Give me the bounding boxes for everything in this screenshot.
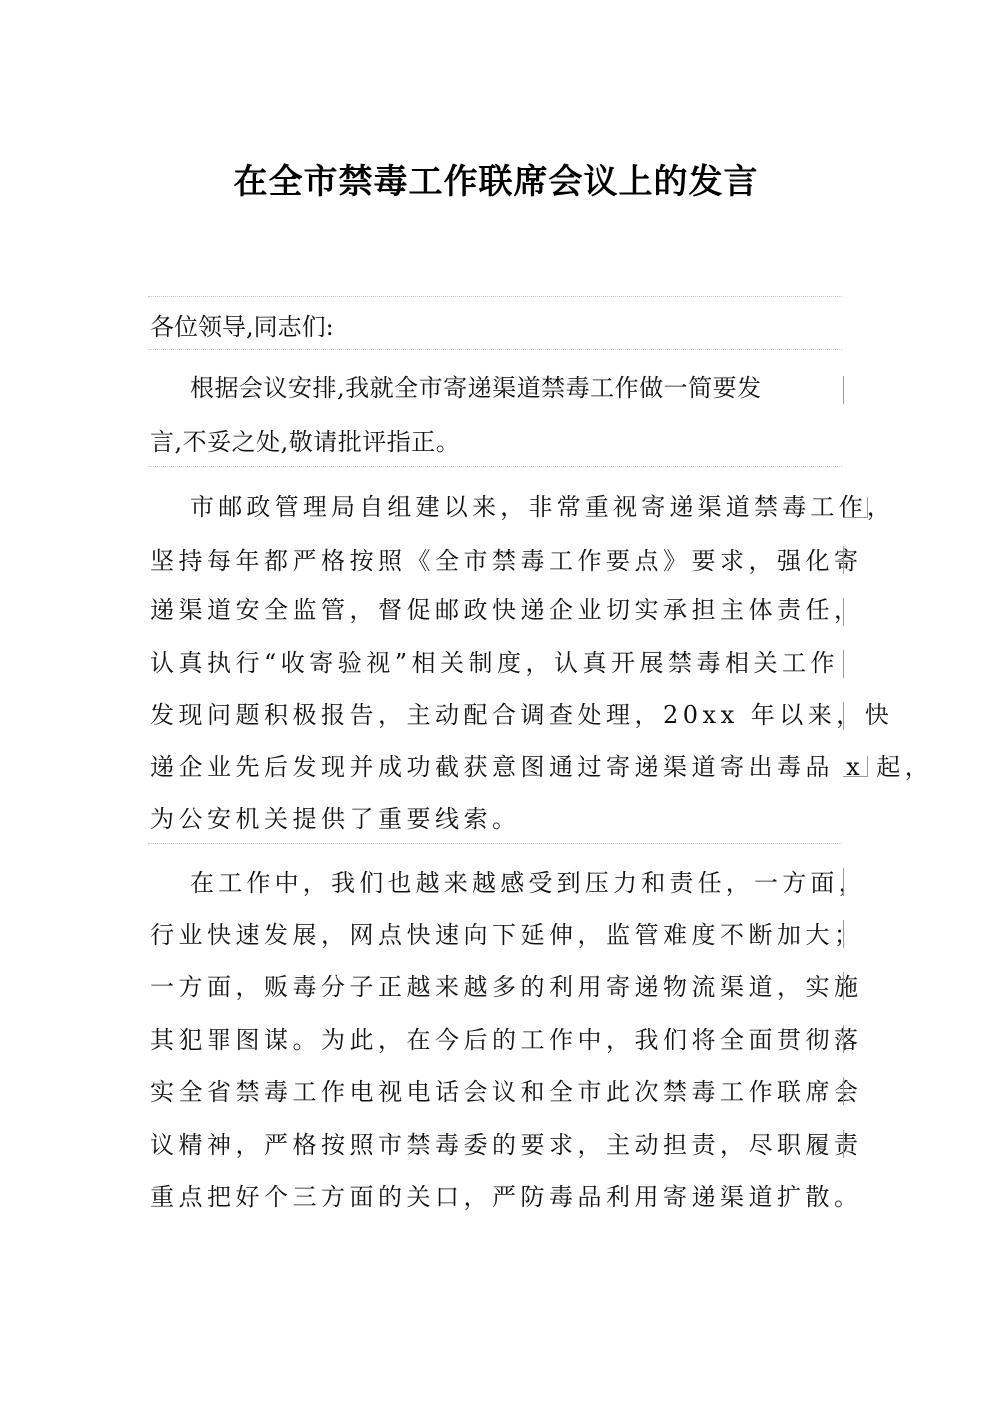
paragraph-2-line: 递企业先后发现并成功截获意图通过寄递渠道寄出毒品 x 起，: [150, 753, 934, 781]
line-end-mark: [843, 546, 844, 574]
line-end-mark: [843, 1077, 844, 1105]
line-end-mark: [843, 868, 844, 896]
paragraph-2-line: 发现问题积极报告，主动配合调查处理，20xx 年以来，快: [150, 701, 894, 729]
line-end-mark: [843, 376, 844, 404]
paragraph-1-line: 言,不妥之处,敬请批评指正。: [150, 428, 461, 456]
paragraph-divider: [148, 466, 842, 467]
line-end-mark: [843, 972, 844, 1000]
paragraph-3-line: 重点把好个三方面的关口，严防毒品利用寄递渠道扩散。: [150, 1183, 863, 1211]
line-end-mark: [843, 598, 844, 626]
line-end-mark: [843, 497, 868, 518]
paragraph-divider: [148, 296, 842, 297]
paragraph-3-line: 一方面，贩毒分子正越来越多的利用寄递物流渠道，实施: [150, 973, 863, 1001]
paragraph-divider: [148, 349, 842, 350]
paragraph-3-line: 实全省禁毒工作电视电话会议和全市此次禁毒工作联席会: [150, 1078, 863, 1106]
document-title: 在全市禁毒工作联席会议上的发言: [233, 162, 759, 202]
paragraph-2-line: 坚持每年都严格按照《全市禁毒工作要点》要求，强化寄: [150, 547, 863, 575]
line-end-mark: [843, 1130, 844, 1158]
line-end-mark: [843, 1025, 844, 1053]
paragraph-3-line: 在工作中，我们也越来越感受到压力和责任，一方面，: [190, 869, 867, 897]
salutation: 各位领导,同志们:: [150, 313, 334, 341]
line-end-mark: [843, 702, 844, 730]
paragraph-2-line: 市邮政管理局自组建以来，非常重视寄递渠道禁毒工作，: [190, 493, 895, 521]
paragraph-3-line: 行业快速发展，网点快速向下延伸，监管难度不断加大；: [150, 921, 863, 949]
paragraph-2-line: 递渠道安全监管，督促邮政快递企业切实承担主体责任，: [150, 596, 863, 624]
paragraph-divider: [148, 843, 842, 844]
paragraph-3-line: 其犯罪图谋。为此，在今后的工作中，我们将全面贯彻落: [150, 1026, 863, 1054]
paragraph-3-line: 议精神，严格按照市禁毒委的要求，主动担责，尽职履责: [150, 1131, 863, 1159]
line-end-mark: [843, 920, 844, 948]
line-end-mark: [843, 650, 844, 678]
paragraph-1-line: 根据会议安排,我就全市寄递渠道禁毒工作做一简要发: [190, 374, 762, 402]
paragraph-2-line: 为公安机关提供了重要线索。: [150, 805, 521, 833]
line-end-mark: [843, 756, 868, 777]
paragraph-2-line: 认真执行“收寄验视”相关制度，认真开展禁毒相关工作: [150, 649, 840, 677]
